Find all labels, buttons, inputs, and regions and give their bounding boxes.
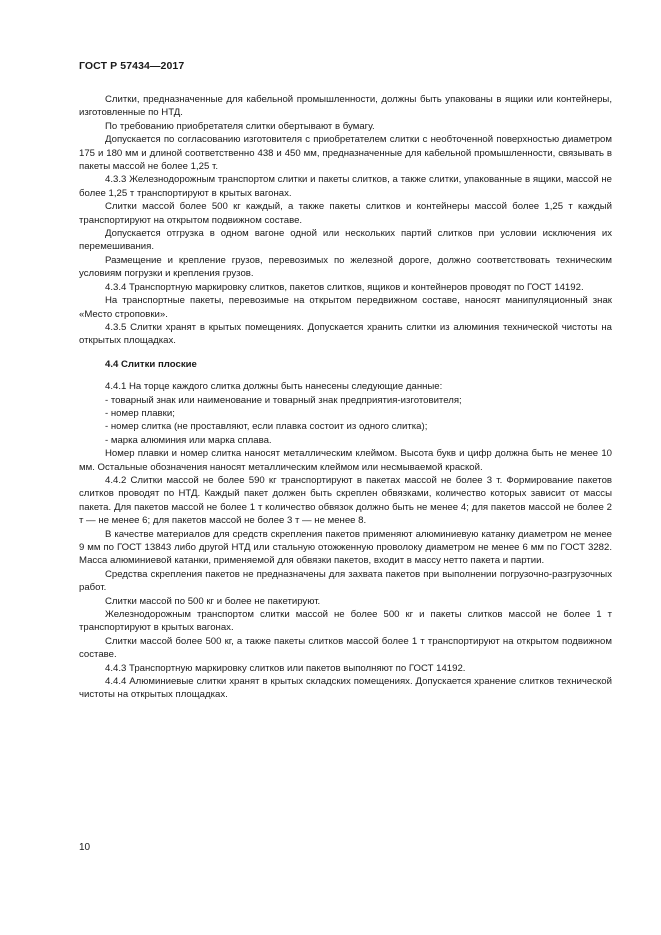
paragraph-4-3-5: 4.3.5 Слитки хранят в крытых помещениях. Допускается хранить слитки из алюминия технической чистоты на открытых площадках. — [79, 321, 612, 347]
page-number: 10 — [79, 842, 91, 853]
paragraph: Средства скрепления пакетов не предназначены для захвата пакетов при выполнении погрузочно-разгрузочных работ. — [79, 568, 612, 594]
paragraph-4-4-3: 4.4.3 Транспортную маркировку слитков или пакетов выполняют по ГОСТ 14192. — [105, 662, 466, 674]
section-title-4-4: 4.4 Слитки плоские — [105, 358, 197, 370]
paragraph: Допускается по согласованию изготовителя с приобретателем слитки с необточенной поверхностью диаметром 175 и 180 мм и длиной соответственно 438 и 450 мм, предназначенные для кабельной промышленности, связывать в пакеты массой не более 1,25 т. — [79, 134, 612, 173]
paragraph-4-4-1: 4.4.1 На торце каждого слитка должны быть нанесены следующие данные: — [105, 381, 443, 393]
list-item: - номер слитка (не проставляют, если плавка состоит из одного слитка); — [105, 421, 428, 433]
paragraph: Номер плавки и номер слитка наносят металлическим клеймом. Высота букв и цифр должна быть не менее 10 мм. Остальные обозначения наносят металлическим клеймом или несмываемой краской. — [79, 448, 612, 473]
paragraph-4-3-3: 4.3.3 Железнодорожным транспортом слитки и пакеты слитков, а также слитки, упакованные в ящики, массой не более 1,25 т транспортируют в крытых вагонах. — [79, 174, 612, 199]
list-item: - марка алюминия или марка сплава. — [105, 434, 272, 446]
paragraph: На транспортные пакеты, перевозимые на открытом передвижном составе, наносят манипуляционный знак «Место строповки». — [79, 295, 612, 320]
paragraph: По требованию приобретателя слитки обертывают в бумагу. — [105, 120, 375, 132]
document-header: ГОСТ Р 57434—2017 — [79, 60, 185, 72]
paragraph: Слитки массой более 500 кг каждый, а также пакеты слитков и контейнеры массой более 1,25 т каждый транспортируют на открытом подвижном составе. — [79, 201, 612, 226]
paragraph: Слитки массой более 500 кг, а также пакеты слитков массой более 1 т транспортируют на открытом подвижном составе. — [79, 635, 612, 661]
paragraph: Допускается отгрузка в одном вагоне одной или нескольких партий слитков при условии исключения их перемешивания. — [79, 228, 612, 253]
paragraph: Железнодорожным транспортом слитки массой не более 500 кг и пакеты слитков массой не более 1 т транспортируют в крытых вагонах. — [79, 609, 612, 634]
paragraph: В качестве материалов для средств скрепления пакетов применяют алюминиевую катанку диаметром не менее 9 мм по ГОСТ 13843 либо другой НТД или стальную отожженную проволоку диаметром не менее 6 мм по ГОСТ 3282. Масса алюминиевой катанки, применяемой для обвязки пакетов, входит в массу нетто пакета и партии. — [79, 528, 612, 567]
paragraph: Слитки массой по 500 кг и более не пакетируют. — [105, 595, 321, 607]
list-item: - товарный знак или наименование и товарный знак предприятия-изготовителя; — [105, 394, 462, 406]
paragraph-4-3-4: 4.3.4 Транспортную маркировку слитков, пакетов слитков, ящиков и контейнеров проводят по ГОСТ 14192. — [105, 281, 584, 293]
list-item: - номер плавки; — [105, 407, 175, 419]
paragraph-4-4-2: 4.4.2 Слитки массой не более 590 кг транспортируют в пакетах массой не более 3 т. Формирование пакетов слитков проводят по НТД. Каждый пакет должен быть скреплен обвязками, количество которых зависит от массы пакета. Для пакетов массой не более 1 т количество обвязок должно быть не менее 4; для пакетов массой не более 2 т — не менее 6; для пакетов массой не более 3 т — не менее 8. — [79, 474, 612, 527]
paragraph-4-4-4: 4.4.4 Алюминиевые слитки хранят в крытых складских помещениях. Допускается хранение слитков технической чистоты на открытых площадках. — [79, 676, 612, 701]
paragraph: Слитки, предназначенные для кабельной промышленности, должны быть упакованы в ящики или контейнеры, изготовленные по НТД. — [79, 94, 612, 119]
document-body — [79, 93, 612, 702]
paragraph: Размещение и крепление грузов, перевозимых по железной дороге, должно соответствовать техническим условиям погрузки и крепления грузов. — [79, 254, 612, 280]
